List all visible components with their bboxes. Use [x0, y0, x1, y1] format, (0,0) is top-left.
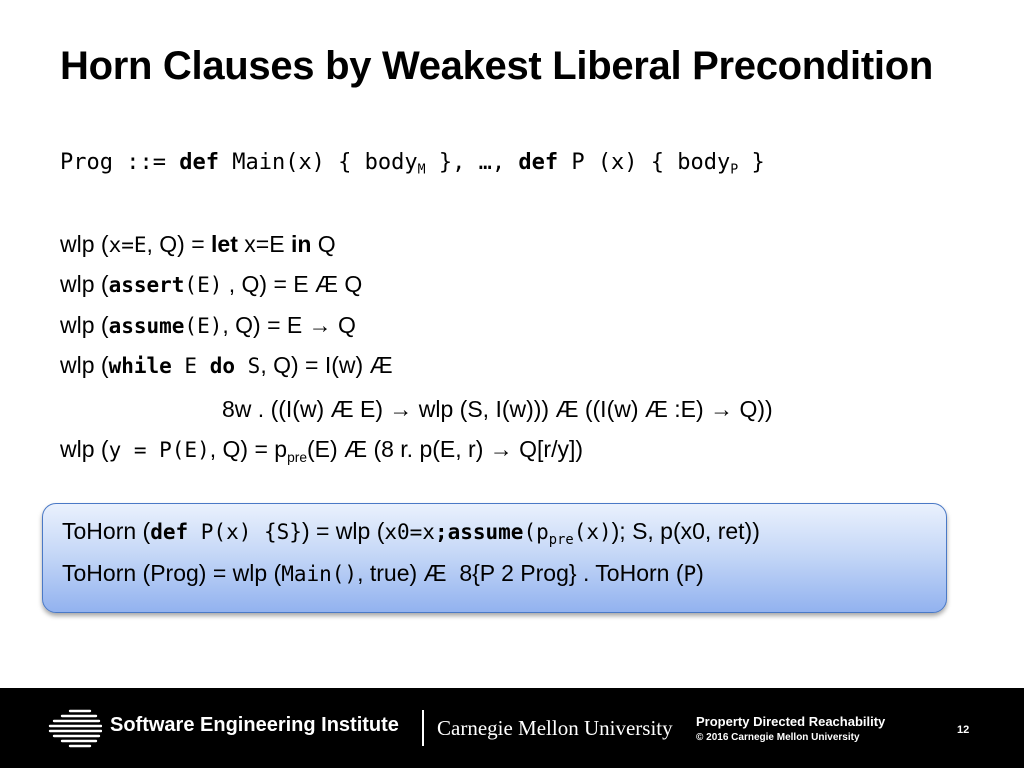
slide-title: Horn Clauses by Weakest Liberal Precondition: [60, 44, 933, 88]
rule-code: P: [683, 562, 697, 586]
tohorn-def-line: [62, 516, 760, 547]
footer-divider: [422, 710, 424, 746]
grammar-end: }: [738, 150, 765, 175]
grammar-line: [60, 148, 765, 178]
rule-assignment: [60, 229, 336, 260]
rule-call: [60, 434, 583, 465]
while-keyword: while: [108, 354, 172, 378]
rule-text: , true) Æ 8{P 2 Prog} . ToHorn (: [357, 560, 684, 586]
cmu-wordmark: Carnegie Mellon University: [437, 716, 673, 740]
rule-text: , Q) = E Æ Q: [222, 271, 363, 297]
pre-subscript: pre: [548, 531, 574, 548]
rule-text: wlp (: [60, 352, 109, 378]
pre-subscript: pre: [287, 449, 308, 465]
rule-text: wlp (: [60, 271, 109, 297]
def-keyword: def: [150, 520, 189, 544]
rule-text: wlp (: [60, 312, 109, 338]
grammar-op: ::=: [112, 150, 180, 175]
rule-text: , Q) = E → Q: [222, 312, 356, 338]
def-keyword: def: [518, 150, 559, 175]
rule-code: (p: [523, 520, 549, 544]
rule-assert: [60, 269, 362, 300]
rule-code: x=E: [108, 233, 147, 257]
rule-text: ): [696, 560, 704, 586]
talk-title: Property Directed Reachability: [696, 714, 886, 729]
rule-text: Q: [311, 231, 336, 257]
tohorn-prog-line: [62, 558, 704, 589]
rule-assume: [60, 310, 356, 341]
main-signature: Main(x) { body: [218, 150, 418, 175]
rule-code: Main(): [281, 562, 358, 586]
grammar-middle: }, …,: [425, 150, 519, 175]
rule-text: , Q) = p: [209, 436, 288, 462]
assert-keyword: assert: [108, 273, 185, 297]
p-subscript: P: [730, 162, 739, 178]
rule-text: ToHorn (: [62, 518, 151, 544]
let-keyword: let: [211, 231, 238, 257]
assume-keyword: assume: [108, 314, 185, 338]
in-keyword: in: [290, 231, 312, 257]
rule-code: S: [235, 354, 261, 378]
prog-keyword: Prog: [60, 150, 113, 175]
rule-code: (E): [184, 314, 223, 338]
rule-text: wlp (: [60, 231, 109, 257]
main-subscript: M: [417, 162, 426, 178]
sei-wordmark: Software Engineering Institute: [110, 714, 399, 736]
rule-text: (E) Æ (8 r. p(E, r) → Q[r/y]): [307, 436, 584, 462]
p-signature: P (x) { body: [558, 150, 731, 175]
footer-bar: [0, 688, 1024, 768]
sei-globe-logo-icon: [48, 708, 102, 748]
rule-code: (E): [184, 273, 223, 297]
rule-text: ) = wlp (: [301, 518, 385, 544]
rule-text: wlp (: [60, 436, 109, 462]
rule-text: , Q) =: [146, 231, 212, 257]
rule-text: , Q) = I(w) Æ: [260, 352, 393, 378]
assume-keyword: ;assume: [434, 520, 524, 544]
rule-text: ); S, p(x0, ret)): [611, 518, 760, 544]
def-keyword: def: [179, 150, 219, 175]
rule-code: P(x) {S}: [188, 520, 302, 544]
rule-code: E: [171, 354, 210, 378]
copyright-notice: © 2016 Carnegie Mellon University: [696, 732, 860, 743]
rule-while: [60, 350, 393, 381]
rule-code: y = P(E): [108, 438, 210, 462]
rule-while-body: 8w . ((I(w) Æ E) → wlp (S, I(w))) Æ ((I(w) Æ :E) → Q)): [222, 396, 773, 422]
do-keyword: do: [209, 354, 236, 378]
rule-code: x0=x: [384, 520, 435, 544]
rule-text: x=E: [237, 231, 291, 257]
rule-text: ToHorn (Prog) = wlp (: [62, 560, 282, 586]
rule-code: (x): [573, 520, 612, 544]
tohorn-callout-box: [42, 503, 947, 613]
page-number: 12: [957, 724, 970, 736]
